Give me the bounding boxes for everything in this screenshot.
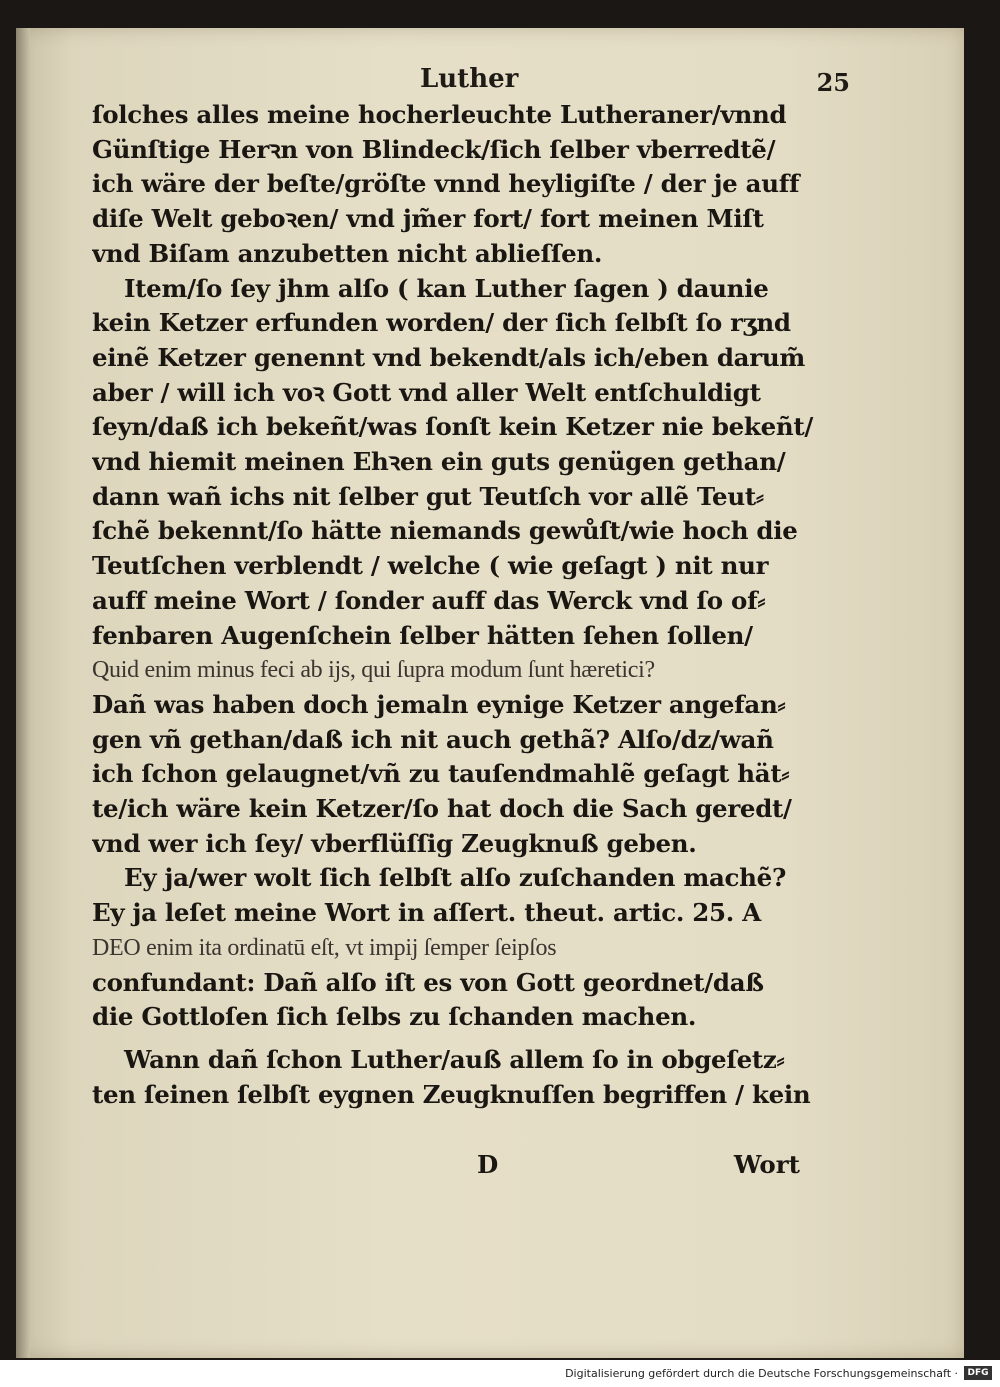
text-line: confundant: Dañ alſo iſt es von Gott geordnet/daß <box>92 967 764 997</box>
page-number: 25 <box>816 68 850 97</box>
text-line: Ey ja/wer wolt ſich ſelbſt alſo zuſchanden machẽ? <box>124 863 786 893</box>
text-line: auff meine Wort / ſonder auff das Werck vnd ſo of⸗ <box>92 585 766 615</box>
text-line: diſe Welt geboꝛen/ vnd jm̃er fort/ fort meinen Miſt <box>92 204 764 234</box>
text-line: einẽ Ketzer genennt vnd bekendt/als ich/eben darum̃ <box>92 342 806 372</box>
text-block <box>92 98 852 1112</box>
text-line: ſchẽ bekennt/ſo hätte niemands gewůſt/wie hoch die <box>92 516 798 546</box>
text-line: die Gottloſen ſich ſelbs zu ſchanden machen. <box>92 1002 697 1032</box>
running-head: Luther <box>420 64 519 94</box>
dfg-logo: DFG <box>964 1366 992 1380</box>
text-line: vnd Biſam anzubetten nicht ablieſſen. <box>92 238 603 268</box>
text-line: ich wäre der beſte/gröſte vnnd heyligiſte / der je auff <box>92 169 800 199</box>
text-line: DEO enim ita ordinatū eſt, vt impij ſemper ſeipſos <box>92 934 557 961</box>
footer-text: Digitalisierung gefördert durch die Deutsche Forschungsgemeinschaft · <box>565 1366 958 1380</box>
text-line: kein Ketzer erfunden worden/ der ſich ſelbſt ſo rʒnd <box>92 308 791 338</box>
text-line: ich ſchon gelaugnet/vñ zu tauſendmahlẽ geſagt hät⸗ <box>92 759 790 789</box>
signature-mark: D <box>477 1150 499 1179</box>
text-line: vnd hiemit meinen Ehꝛen ein guts genügen gethan/ <box>92 447 786 477</box>
catchword: Wort <box>733 1150 800 1179</box>
digitization-footer <box>565 1363 992 1383</box>
page-foot <box>92 1150 852 1186</box>
text-line: Dañ was haben doch jemaln eynige Ketzer angefan⸗ <box>92 689 786 719</box>
text-line: ſolches alles meine hocherleuchte Lutheraner/vnnd <box>92 100 787 129</box>
text-line: vnd wer ich ſey/ vberflüſſig Zeugknuß geben. <box>92 828 697 858</box>
page-edge <box>16 28 30 1358</box>
text-line: gen vñ gethan/daß ich nit auch gethã? Alſo/dz/wañ <box>92 724 774 754</box>
text-line: Wann dañ ſchon Luther/auß allem ſo in obgeſetz⸗ <box>124 1044 785 1074</box>
text-line: Item/ſo ſey jhm alſo ( kan Luther ſagen ) daunie <box>124 273 769 303</box>
text-line: dann wañ ichs nit ſelber gut Teutſch vor allẽ Teut⸗ <box>92 481 764 511</box>
text-line: Günſtige Herꝛn von Blindeck/ſich ſelber vberredtẽ/ <box>92 134 776 164</box>
text-line: te/ich wäre kein Ketzer/ſo hat doch die Sach geredt/ <box>92 794 792 824</box>
text-line: Ey ja leſet meine Wort in aſſert. theut. artic. 25. A <box>92 898 761 928</box>
text-line: aber / will ich voꝛ Gott vnd aller Welt entſchuldigt <box>92 377 761 407</box>
text-line: fenbaren Augenſchein ſelber hätten ſehen ſollen/ <box>92 620 753 650</box>
text-line: ten ſeinen ſelbſt eygnen Zeugknuſſen begriffen / kein <box>92 1079 811 1109</box>
text-line: Quid enim minus feci ab ijs, qui ſupra modum ſunt hæretici? <box>92 657 655 684</box>
text-line: Teutſchen verblendt / welche ( wie geſagt ) nit nur <box>92 551 769 581</box>
text-line: ſeyn/daß ich bekeñt/was ſonſt kein Ketzer nie bekeñt/ <box>92 412 814 442</box>
